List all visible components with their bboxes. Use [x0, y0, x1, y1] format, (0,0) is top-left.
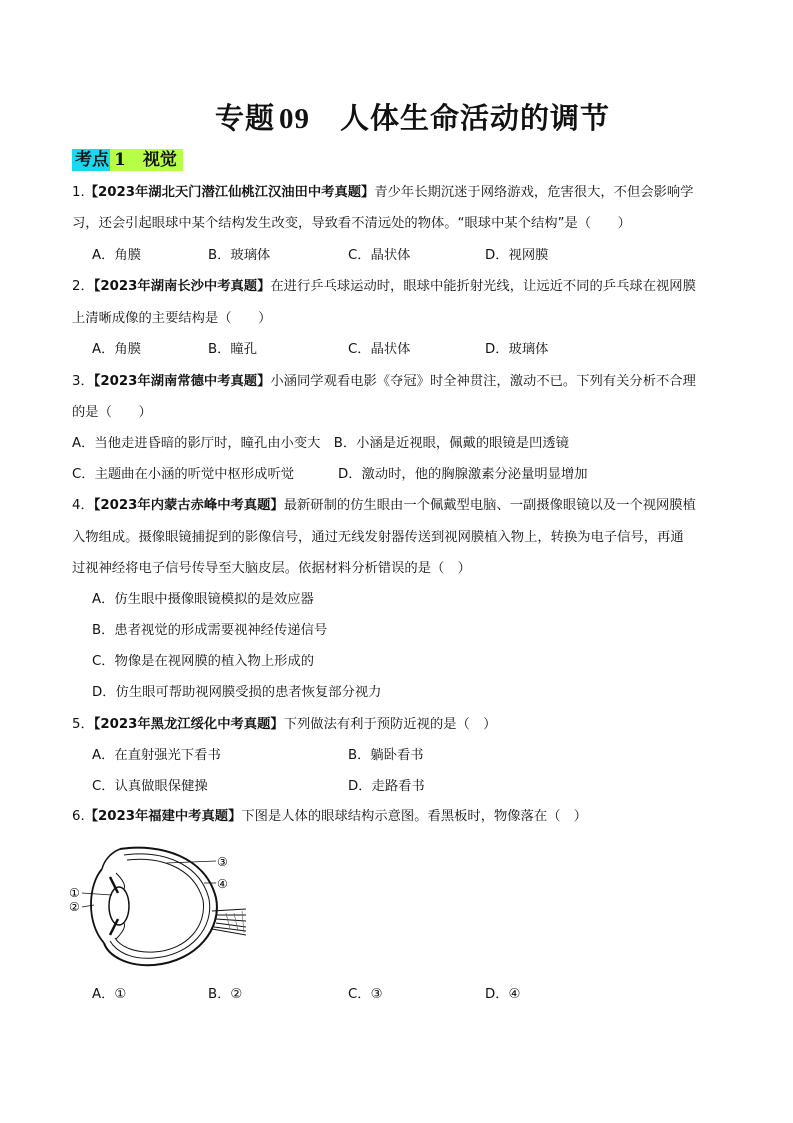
sclera-front-top	[102, 849, 120, 869]
question-6-line-1	[72, 808, 587, 826]
question-number: 5．	[72, 717, 94, 732]
q5-option-c: C．认真做眼保健操	[92, 779, 208, 794]
question-text: 青少年长期沉迷于网络游戏，危害很大，不但会影响学	[374, 185, 694, 200]
q6-option-a: A．①	[92, 987, 127, 1002]
q2-option-d: D．玻璃体	[485, 342, 549, 357]
question-source: 【2023年湖南长沙中考真题】	[93, 279, 271, 294]
q4-option-d: D．仿生眼可帮助视网膜受损的患者恢复部分视力	[92, 685, 382, 700]
question-1-line-1	[72, 184, 693, 202]
question-4-line-3: 过视神经将电子信号传导至大脑皮层。依据材料分析错误的是（ ）	[72, 561, 471, 576]
cornea	[91, 869, 104, 943]
q6-option-b: B．②	[208, 987, 243, 1002]
question-3-line-1	[72, 373, 696, 391]
page-title	[215, 96, 675, 136]
question-3-line-2: 的是（ ）	[72, 405, 152, 420]
question-text: 最新研制的仿生眼由一个佩戴型电脑、一副摄像眼镜以及一个视网膜植	[283, 498, 696, 513]
question-text: 下图是人体的眼球结构示意图。看黑板时，物像落在（ ）	[241, 809, 588, 824]
q5-option-d: D．走路看书	[348, 779, 425, 794]
label-3: ③	[217, 855, 228, 869]
lens	[109, 887, 129, 925]
question-2-line-2: 上清晰成像的主要结构是（ ）	[72, 311, 272, 326]
q3-option-c: C．主题曲在小涵的听觉中枢形成听觉	[72, 467, 295, 482]
eyeball-diagram	[66, 843, 246, 968]
question-source: 【2023年湖南常德中考真题】	[93, 374, 271, 389]
question-2-line-1	[72, 278, 696, 296]
q3-option-d: D．激动时，他的胸腺激素分泌量明显增加	[338, 467, 588, 482]
leader-1	[82, 893, 112, 895]
question-source: 【2023年湖北天门潜江仙桃江汉油田中考真题】	[84, 185, 375, 200]
sclera-outline	[104, 848, 217, 966]
q2-option-c: C．晶状体	[348, 342, 411, 357]
question-number: 2．	[72, 279, 94, 294]
q1-option-a: A．角膜	[92, 248, 141, 263]
question-4-line-1	[72, 497, 696, 515]
question-source: 【2023年黑龙江绥化中考真题】	[93, 717, 284, 732]
q1-option-b: B．玻璃体	[208, 248, 271, 263]
q6-option-c: C．③	[348, 987, 383, 1002]
section-heading	[72, 145, 183, 171]
question-text: 下列做法有利于预防近视的是（ ）	[283, 717, 497, 732]
q1-option-c: C．晶状体	[348, 248, 411, 263]
question-source: 【2023年内蒙古赤峰中考真题】	[93, 498, 284, 513]
q4-option-c: C．物像是在视网膜的植入物上形成的	[92, 654, 315, 669]
question-text: 在进行乒乓球运动时，眼球中能折射光线，让远近不同的乒乓球在视网膜	[270, 279, 696, 294]
section-topic: 1 视觉	[110, 149, 183, 171]
question-number: 3．	[72, 374, 94, 389]
q2-option-b: B．瞳孔	[208, 342, 258, 357]
question-source: 【2023年福建中考真题】	[84, 809, 242, 824]
question-number: 6.	[72, 809, 85, 824]
q2-option-a: A．角膜	[92, 342, 141, 357]
title-text: 人体生命活动的调节	[340, 101, 611, 135]
q3-options-ab: A．当他走进昏暗的影厅时，瞳孔由小变大 B．小涵是近视眼，佩戴的眼镜是凹透镜	[72, 436, 569, 451]
q1-option-d: D．视网膜	[485, 248, 549, 263]
question-5-line-1	[72, 716, 496, 734]
q4-option-b: B．患者视觉的形成需要视神经传递信号	[92, 623, 328, 638]
question-number: 1.	[72, 185, 85, 200]
label-1: ①	[69, 886, 80, 900]
label-2: ②	[69, 900, 80, 914]
q5-option-b: B．躺卧看书	[348, 748, 424, 763]
title-number: 09	[279, 103, 311, 135]
leader-2	[82, 905, 94, 907]
label-4: ④	[217, 877, 228, 891]
question-4-line-2: 入物组成。摄像眼镜捕捉到的影像信号，通过无线发射器传送到视网膜植入物上，转换为电子信号，再通	[72, 530, 684, 545]
choroid-layer	[110, 854, 210, 958]
section-label: 考点	[72, 149, 112, 171]
question-text: 小涵同学观看电影《夺冠》时全神贯注，激动不已。下列有关分析不合理	[270, 374, 696, 389]
q5-option-a: A．在直射强光下看书	[92, 748, 221, 763]
question-number: 4．	[72, 498, 94, 513]
eyeball-diagram-svg	[66, 843, 246, 968]
question-1-line-2: 习，还会引起眼球中某个结构发生改变，导致看不清远处的物体。“眼球中某个结构”是（ ）	[72, 216, 631, 231]
q6-option-d: D．④	[485, 987, 521, 1002]
q4-option-a: A．仿生眼中摄像眼镜模拟的是效应器	[92, 592, 314, 607]
title-prefix: 专题	[215, 101, 276, 135]
